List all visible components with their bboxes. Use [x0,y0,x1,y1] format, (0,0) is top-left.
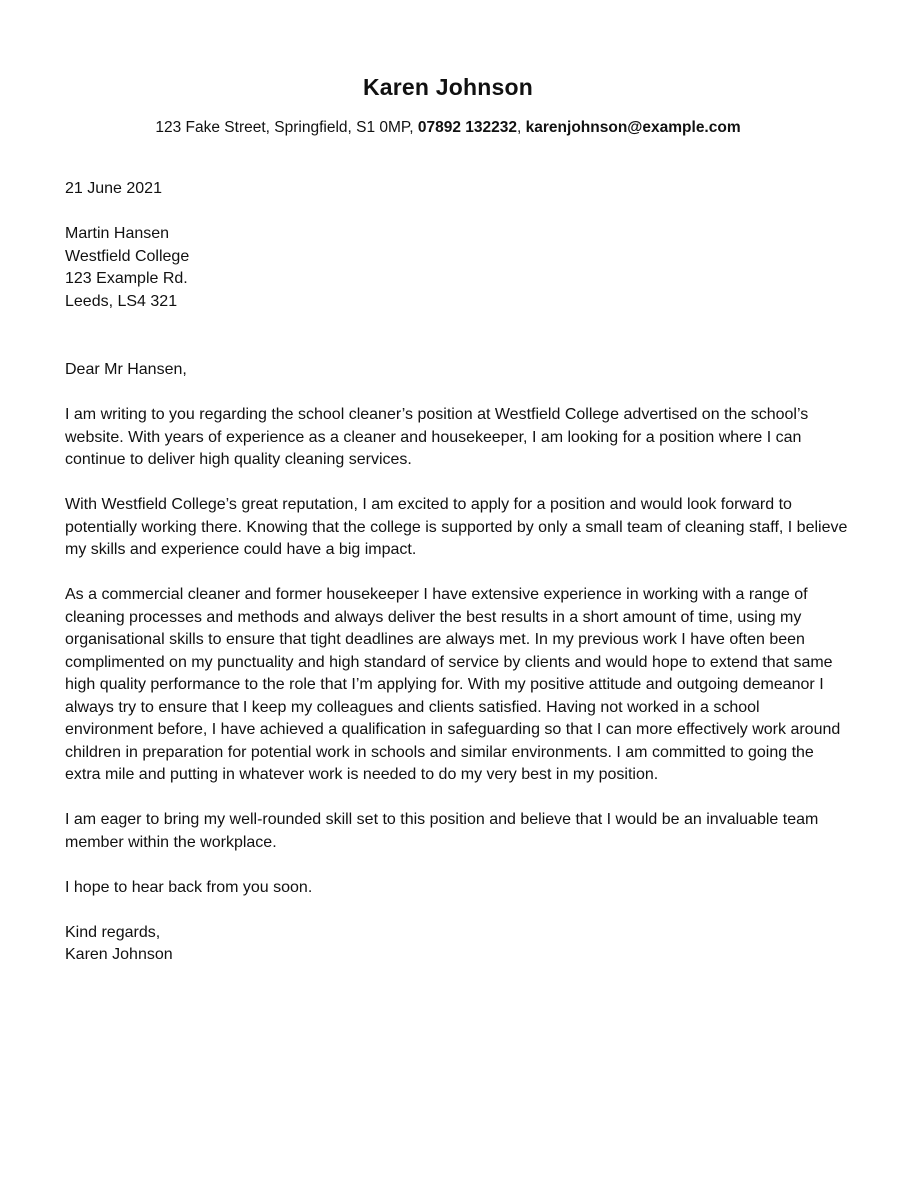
letter-date: 21 June 2021 [65,180,162,197]
signature-name: Karen Johnson [65,946,173,963]
contact-separator: , [517,119,522,136]
recipient-address-block [65,223,189,313]
closing: Kind regards, [65,923,161,941]
salutation: Dear Mr Hansen, [65,361,187,378]
body-paragraph: As a commercial cleaner and former housekeeper I have extensive experience in working with a range of cleaning processes and methods and always deliver the best results in a short amount of time, using my organisational skills to ensure that tight deadlines are always met. In my previous work I have often been complimented on my punctuality and high standard of service by clients and would hope to extend that same high quality performance to the role that I’m applying for. With my positive attitude and outgoing demeanor I always try to ensure that I keep my colleagues and clients satisfied. Having not worked in a school environment before, I have achieved a qualification in safeguarding so that I can more effectively work around children in preparation for potential work in schools and similar environments. I am committed to going the extra mile and putting in whatever work is needed to do my very best in my position. [65,586,841,783]
sender-address: 123 Fake Street, Springfield, S1 0MP, [155,119,414,136]
recipient-street: 123 Example Rd. [65,270,188,287]
recipient-city: Leeds, LS4 321 [65,292,178,310]
signoff-block [65,922,850,967]
sender-email: karenjohnson@example.com [525,119,741,136]
sender-phone: 07892 132232 [417,119,518,136]
body-paragraph: With Westfield College’s great reputation, I am excited to apply for a position and would look forward to potentially working there. Knowing that the college is supported by only a small team of cleaning staff, I believe my skills and experience could have a big impact. [65,496,848,558]
body-paragraph: I am eager to bring my well-rounded skill set to this position and believe that I would be an invaluable team member within the workplace. [65,811,819,851]
sender-contact-line [65,118,831,138]
recipient-organisation: Westfield College [65,247,190,265]
sender-name: Karen Johnson [362,74,533,100]
body-paragraph: I am writing to you regarding the school cleaner’s position at Westfield College advertised on the school’s website. With years of experience as a cleaner and housekeeper, I am looking for a position where I can continue to deliver high quality cleaning services. [65,406,809,468]
body-paragraph: I hope to hear back from you soon. [65,878,313,896]
recipient-name: Martin Hansen [65,225,170,242]
letter-body [65,359,850,967]
